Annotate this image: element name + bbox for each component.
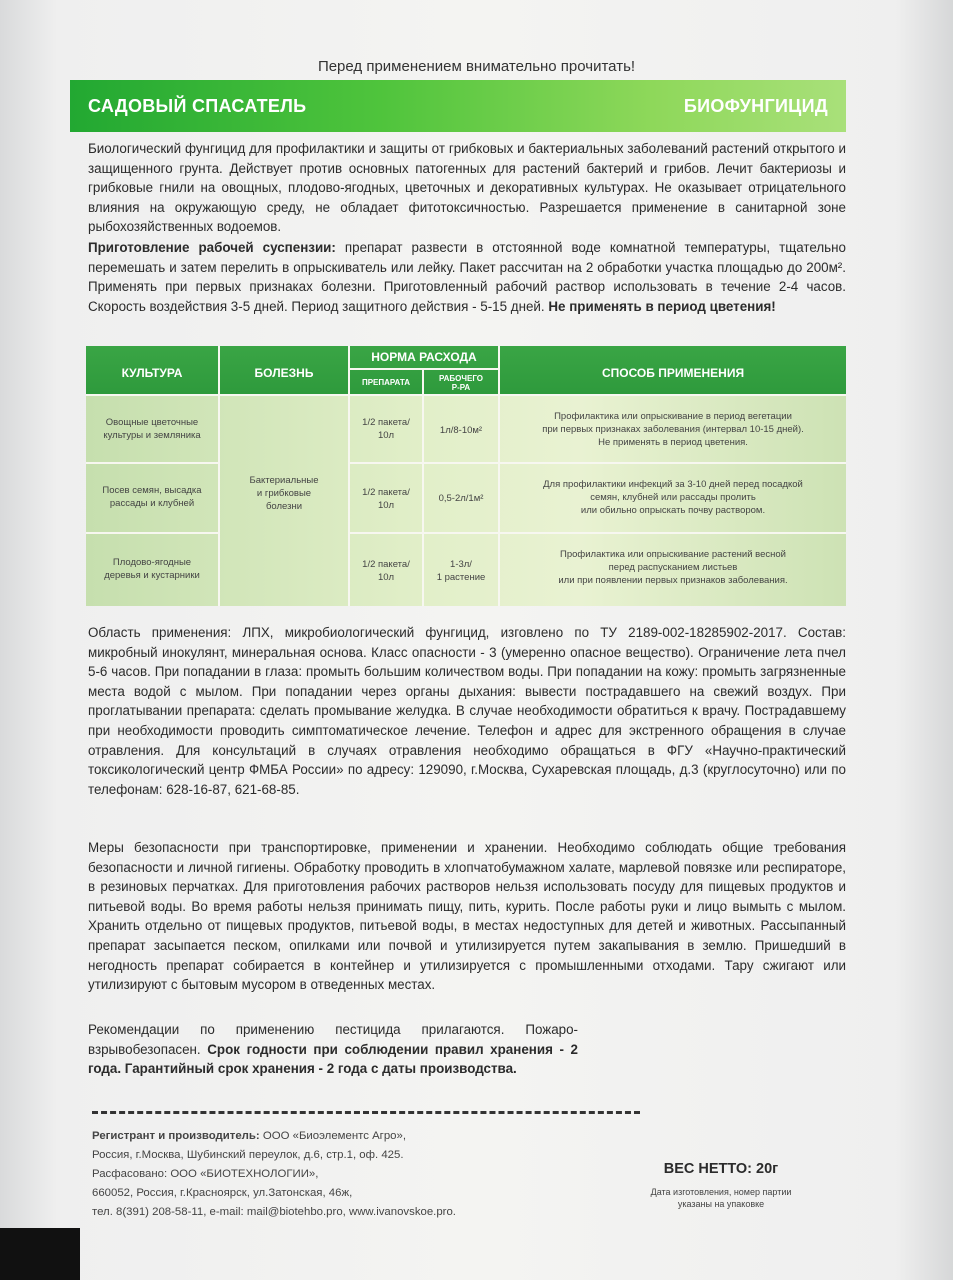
- table-row-prep: 1/2 пакета/ 10л: [362, 559, 410, 583]
- recommendations-text: Рекомендации по применению пестицида прилагаются. Пожаро-взрывобезопасен.: [88, 1022, 578, 1057]
- registrant-block: [92, 1127, 456, 1222]
- intro-paragraph: Биологический фунгицид для профилактики и защиты от грибковых и бактериальных заболеваний растений открытого и защищенного грунта. Действует против основных патогенных для растений бактерий и грибов. Лечит бактериозы и грибковые гнили на овощных, плодово-ягодных, цветочных и декоративных культурах. Не оказывает отрицательного влияния на окружающую среду, не обладает фитотоксичностью. Разрешается применение в санитарной зоне рыбохозяйственных водоемов.: [88, 141, 846, 235]
- preparation-heading: Приготовление рабочей суспензии:: [88, 240, 336, 255]
- header-rate-work: РАБОЧЕГО Р-РА: [439, 374, 483, 392]
- dark-corner: [0, 1228, 80, 1280]
- table-divider: [350, 532, 846, 534]
- header-rate: НОРМА РАСХОДА: [371, 350, 477, 364]
- table-divider: [350, 462, 846, 464]
- table-row-culture: Плодово-ягодные деревья и кустарники: [104, 557, 200, 581]
- product-name: САДОВЫЙ СПАСАТЕЛЬ: [88, 95, 307, 116]
- net-weight: ВЕС НЕТТО: 20г: [663, 1161, 779, 1177]
- table-row-method: Профилактика или опрыскивание в период вегетации при первых признаках заболевания (интервал 10-15 дней). Не применять в период цветения.: [542, 411, 804, 448]
- packer-address: 660052, Россия, г.Красноярск, ул.Затонская, 46ж,: [92, 1187, 353, 1199]
- table-divider: [86, 462, 218, 464]
- date-note: Дата изготовления, номер партии указаны на упаковке: [650, 1187, 792, 1209]
- warning-text: Перед применением внимательно прочитать!: [317, 58, 636, 75]
- safety-paragraph: Меры безопасности при транспортировке, применении и хранении. Необходимо соблюдать общие требования безопасности и личной гигиены. Обработку проводить в хлопчатобумажном халате, марлевой повязке или респираторе, в резиновых перчатках. Для приготовления рабочих растворов нельзя использовать посуду для пищевых продуктов и питьевой воды. Во время работы нельзя принимать пищу, пить, курить. После работы руки и лицо вымыть с мылом. Хранить отдельно от пищевых продуктов, питьевой воды, в местах недоступных для детей и животных. Рассыпанный препарат засыпается песком, опилками или почвой и утилизируется путем закапывания в землю. Пришедший в негодность препарат собирается в контейнер и утилизируется с промышленными отходами. Тару сжигают или утилизируют с бытовым мусором в отведенных местах.: [88, 840, 846, 993]
- contacts: тел. 8(391) 208-58-11, e-mail: mail@biotehbo.pro, www.ivanovskoe.pro.: [92, 1206, 456, 1218]
- table-row-culture: Овощные цветочные культуры и земляника: [103, 417, 201, 441]
- application-paragraph: Область применения: ЛПХ, микробиологический фунгицид, изговлено по ТУ 2189-002-18285902-2017. Состав: микробный инокулянт, минеральная основа. Класс опасности - 3 (умеренно опасное вещество). Ограничение лета пчел 5-6 часов. При попадании в глаза: промыть большим количеством воды. При попадании на кожу: промыть загрязненные места водой с мылом. При попадании через органы дыхания: вывести пострадавшего на свежий воздух. При проглатывании препарата: сделать промывание желудка. В случае необходимости обратиться к врачу. Пострадавшему при необходимости проводить симптоматическое лечение. Телефон и адрес для экстренного обращения в случае отравления. Для консультаций в случаях отравления необходимо обращаться в ФГУ «Научно-практический токсикологический центр ФМБА России» по адресу: 129090, г.Москва, Сухаревская площадь, д.3 (круглосуточно) или по телефонам: 628-16-87, 621-68-85.: [88, 625, 846, 797]
- header-method: СПОСОБ ПРИМЕНЕНИЯ: [601, 366, 745, 380]
- preparation-paragraph: [88, 238, 846, 316]
- table-row-method: Для профилактики инфекций за 3-10 дней перед посадкой семян, клубней или рассады пролить или обильно опрыскать почву раствором.: [543, 479, 803, 516]
- table-row-work: 1л/8-10м²: [439, 425, 483, 436]
- header-culture: КУЛЬТУРА: [121, 366, 183, 380]
- table-row-prep: 1/2 пакета/ 10л: [362, 487, 410, 511]
- dashed-divider: [92, 1111, 640, 1114]
- recommendations-paragraph: [88, 1020, 578, 1079]
- shelf-life-text: Срок годности при соблюдении правил хранения - 2 года. Гарантийный срок хранения - 2 года с даты производства.: [88, 1041, 579, 1077]
- header-rate-prep: ПРЕПАРАТА: [361, 378, 411, 387]
- flowering-warning: Не применять в период цветения!: [548, 298, 776, 314]
- table-divider: [350, 368, 498, 370]
- table-row-work: 1-3л/ 1 растение: [436, 559, 486, 583]
- table-row-method: Профилактика или опрыскивание растений весной перед распусканием листьев или при появлении первых признаков заболевания.: [558, 549, 788, 586]
- disease-cell: Бактериальные и грибковые болезни: [249, 475, 319, 512]
- product-banner: [70, 80, 846, 132]
- registrant-company: ООО «Биоэлементс Агро»,: [259, 1130, 406, 1142]
- table-row-prep: 1/2 пакета/ 10л: [362, 417, 410, 441]
- table-row-culture: Посев семян, высадка рассады и клубней: [102, 485, 202, 509]
- product-type: БИОФУНГИЦИД: [683, 95, 828, 116]
- packer: Расфасовано: ООО «БИОТЕХНОЛОГИИ»,: [92, 1168, 319, 1180]
- registrant-label: Регистрант и производитель:: [92, 1130, 260, 1142]
- table-divider: [86, 532, 218, 534]
- registrant-address: Россия, г.Москва, Шубинский переулок, д.6, стр.1, оф. 425.: [92, 1149, 404, 1161]
- preparation-text: препарат развести в отстоянной воде комнатной температуры, тщательно перемешать и затем перелить в опрыскиватель или лейку. Пакет рассчитан на 2 обработки участка площадью до 200м². Применять при первых признаках болезни. Приготовленный рабочий раствор использовать в течение 2-4 часов. Скорость воздействия 3-5 дней. Период защитного действия - 5-15 дней.: [88, 240, 846, 314]
- table-row-work: 0,5-2л/1м²: [438, 493, 484, 504]
- header-disease: БОЛЕЗНЬ: [254, 366, 314, 380]
- usage-table: [86, 346, 846, 606]
- table-divider: [86, 394, 846, 396]
